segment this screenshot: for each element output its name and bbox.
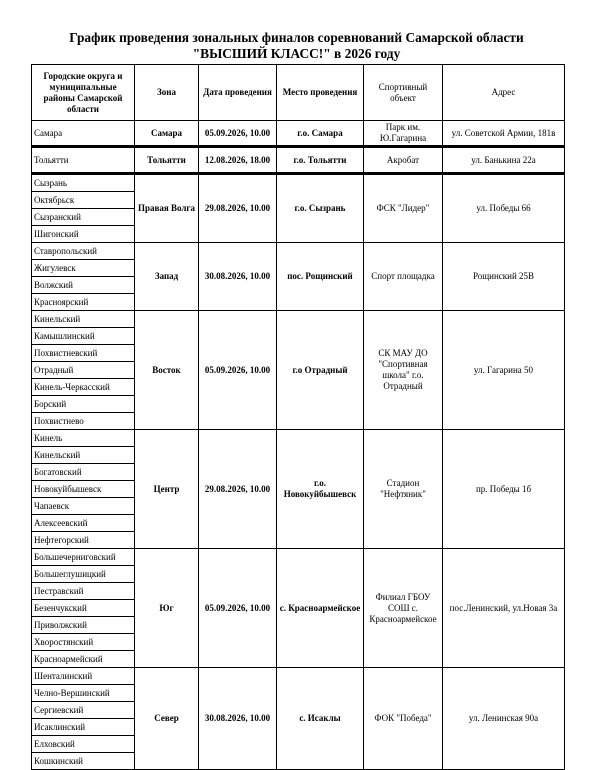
municipality-cell: Чапаевск [32,498,135,515]
facility-cell: ФОК "Победа" [364,668,443,770]
place-cell: г.о. Сызрань [277,174,364,243]
municipality-cell: Борский [32,396,135,413]
municipality-cell: Челно-Вершинский [32,685,135,702]
table-row [32,668,565,685]
header-address: Адрес [443,65,565,121]
address-cell: Рощинский 25В [443,243,565,311]
municipality-cell: Камышлинский [32,328,135,345]
table-header-row [32,65,565,121]
municipality-cell: Кошкинский [32,753,135,770]
municipality-cell: Ставропольский [32,243,135,260]
date-cell: 12.08.2026, 18.00 [199,147,277,174]
date-cell: 29.08.2026, 10.00 [199,174,277,243]
municipality-cell: Богатовский [32,464,135,481]
facility-cell: Спорт площадка [364,243,443,311]
municipality-cell: Сызрань [32,174,135,192]
schedule-body [32,121,565,770]
zone-cell: Восток [135,311,199,430]
zone-cell: Центр [135,430,199,549]
date-cell: 29.08.2026, 10.00 [199,430,277,549]
municipality-cell: Шигонский [32,226,135,243]
place-cell: с. Красноармейское [277,549,364,668]
date-cell: 05.09.2026, 10.00 [199,311,277,430]
municipality-cell: Кинельский [32,311,135,328]
zone-cell: Юг [135,549,199,668]
municipality-cell: Безенчукский [32,600,135,617]
place-cell: г.о Отрадный [277,311,364,430]
municipality-cell: Тольятти [32,147,135,174]
municipality-cell: Исаклинский [32,719,135,736]
zone-cell: Правая Волга [135,174,199,243]
municipality-cell: Кинельский [32,447,135,464]
facility-cell: Парк им. Ю.Гагарина [364,121,443,147]
table-row [32,549,565,566]
municipality-cell: Хворостянский [32,634,135,651]
place-cell: с. Исаклы [277,668,364,770]
facility-cell: Стадион "Нефтяник" [364,430,443,549]
municipality-cell: Красноярский [32,294,135,311]
header-place: Место проведения [277,65,364,121]
header-date: Дата проведения [199,65,277,121]
municipality-cell: Волжский [32,277,135,294]
municipality-cell: Кинель [32,430,135,447]
place-cell: пос. Рощинский [277,243,364,311]
address-cell: ул. Ленинская 90а [443,668,565,770]
table-row [32,121,565,147]
header-zone: Зона [135,65,199,121]
date-cell: 30.08.2026, 10.00 [199,243,277,311]
municipality-cell: Похвистневский [32,345,135,362]
address-cell: ул. Победы 66 [443,174,565,243]
table-row [32,311,565,328]
document-title: График проведения зональных финалов соревнований Самарской области [69,30,524,45]
document-subtitle: "ВЫСШИЙ КЛАСС!" в 2026 году [192,46,401,61]
municipality-cell: Жигулевск [32,260,135,277]
facility-cell: Филиал ГБОУ СОШ с. Красноармейское [364,549,443,668]
table-row [32,174,565,192]
facility-cell: Акробат [364,147,443,174]
header-municipality: Городские округа и муниципальные районы Самарской области [32,65,135,121]
facility-cell: ФСК "Лидер" [364,174,443,243]
table-row [32,243,565,260]
municipality-cell: Сызранский [32,209,135,226]
place-cell: г.о. Самара [277,121,364,147]
municipality-cell: Алексеевский [32,515,135,532]
municipality-cell: Большечерниговский [32,549,135,566]
municipality-cell: Новокуйбышевск [32,481,135,498]
zone-cell: Тольятти [135,147,199,174]
municipality-cell: Сергиевский [32,702,135,719]
zone-cell: Север [135,668,199,770]
municipality-cell: Кинель-Черкасский [32,379,135,396]
zone-cell: Запад [135,243,199,311]
facility-cell: СК МАУ ДО "Спортивная школа" г.о. Отрадный [364,311,443,430]
place-cell: г.о. Тольятти [277,147,364,174]
municipality-cell: Отрадный [32,362,135,379]
municipality-cell: Шенталинский [32,668,135,685]
date-cell: 05.09.2026, 10.00 [199,121,277,147]
municipality-cell: Елховский [32,736,135,753]
municipality-cell: Нефтегорский [32,532,135,549]
schedule-table [31,64,565,770]
place-cell: г.о. Новокуйбышевск [277,430,364,549]
municipality-cell: Красноармейский [32,651,135,668]
date-cell: 30.08.2026, 10.00 [199,668,277,770]
header-facility: Спортивный объект [364,65,443,121]
table-row [32,147,565,174]
address-cell: ул. Гагарина 50 [443,311,565,430]
address-cell: пр. Победы 1б [443,430,565,549]
municipality-cell: Похвистнево [32,413,135,430]
address-cell: ул. Банькина 22а [443,147,565,174]
address-cell: пос.Ленинский, ул.Новая 3а [443,549,565,668]
zone-cell: Самара [135,121,199,147]
municipality-cell: Большеглушицкий [32,566,135,583]
municipality-cell: Приволжский [32,617,135,634]
municipality-cell: Октябрьск [32,192,135,209]
address-cell: ул. Советской Армии, 181в [443,121,565,147]
date-cell: 05.09.2026, 10.00 [199,549,277,668]
table-row [32,430,565,447]
municipality-cell: Пестравский [32,583,135,600]
municipality-cell: Самара [32,121,135,147]
